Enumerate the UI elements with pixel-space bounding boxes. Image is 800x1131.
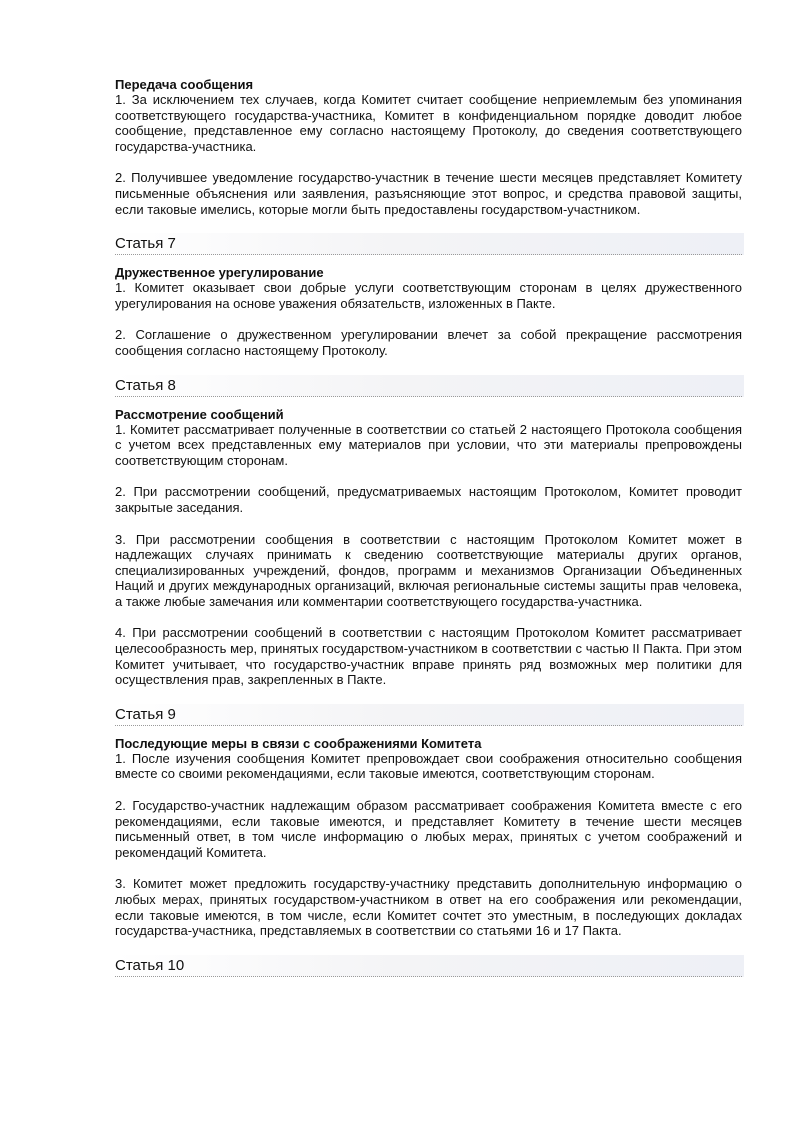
article-heading-background xyxy=(115,375,744,397)
article-heading-background xyxy=(115,955,744,977)
paragraph: 3. Комитет может предложить государству-участнику представить дополнительную информацию о любых мерах, принятых государством-участником в ответ на его соображения или рекомендации, если таковые имеются, в том числе, если Комитет сочтет это уместным, в последующих докладах государства-участника, представляемых в соответствии со статьями 16 и 17 Пакта. xyxy=(115,876,742,939)
paragraph: 2. Получившее уведомление государство-участник в течение шести месяцев представляет Комитету письменные объяснения или заявления, разъясняющие этот вопрос, и средства правовой защиты, если таковые имелись, которые могли быть предоставлены государством-участником. xyxy=(115,170,742,217)
section-title: Дружественное урегулирование xyxy=(115,265,324,281)
document-page xyxy=(115,77,742,987)
article-heading-background xyxy=(115,704,744,726)
dotted-divider xyxy=(115,396,742,397)
dotted-divider xyxy=(115,976,742,977)
paragraph: 4. При рассмотрении сообщений в соответствии с настоящим Протоколом Комитет рассматривает целесообразность мер, принятых государством-участником в соответствии с частью II Пакта. При этом Комитет учитывает, что государство-участник вправе принять ряд возможных мер политики для осуществления прав, закрепленных в Пакте. xyxy=(115,625,742,688)
paragraph: 1. За исключением тех случаев, когда Комитет считает сообщение неприемлемым без упоминания соответствующего государства-участника, Комитет в конфиденциальном порядке доводит любое сообщение, представленное ему согласно настоящему Протоколу, до сведения соответствующего государства-участника. xyxy=(115,92,742,154)
article-heading-10 xyxy=(115,955,742,983)
article-number: Статья 8 xyxy=(115,376,176,394)
article-heading-9 xyxy=(115,704,742,732)
paragraph: 1. После изучения сообщения Комитет препровождает свои соображения относительно сообщения вместе со своими рекомендациями, если таковые имеются, соответствующим сторонам. xyxy=(115,750,742,782)
paragraph: 3. При рассмотрении сообщения в соответствии с настоящим Протоколом Комитет может в надлежащих случаях принимать к сведению соответствующие материалы других органов, специализированных учреждений, фондов, программ и механизмов Организации Объединенных Наций и других международных организаций, включая региональные системы защиты прав человека, а также любые замечания или комментарии соответствующего государства-участника. xyxy=(115,531,742,609)
article-heading-8 xyxy=(115,375,742,403)
paragraph: 2. Государство-участник надлежащим образом рассматривает соображения Комитета вместе с его рекомендациями, если таковые имеются, и представляет Комитету в течение шести месяцев письменный ответ, в том числе информацию о любых мерах, принятых с учетом соображений и рекомендаций Комитета. xyxy=(115,798,742,860)
section-title: Рассмотрение сообщений xyxy=(115,406,284,422)
article-heading-background xyxy=(115,233,744,255)
section-friendly-settlement xyxy=(115,265,742,358)
article-number: Статья 10 xyxy=(115,956,185,974)
article-number: Статья 9 xyxy=(115,705,176,723)
section-title: Последующие меры в связи с соображениями Комитета xyxy=(115,735,482,751)
paragraph: 1. Комитет оказывает свои добрые услуги соответствующим сторонам в целях дружественного урегулирования на основе уважения обязательств, изложенных в Пакте. xyxy=(115,280,742,311)
section-transmission xyxy=(115,77,742,217)
section-title: Передача сообщения xyxy=(115,77,254,92)
dotted-divider xyxy=(115,725,742,726)
article-heading-7 xyxy=(115,233,742,261)
article-number: Статья 7 xyxy=(115,235,176,253)
dotted-divider xyxy=(115,254,742,255)
paragraph: 2. При рассмотрении сообщений, предусматриваемых настоящим Протоколом, Комитет проводит закрытые заседания. xyxy=(115,484,742,515)
section-follow-up xyxy=(115,736,742,939)
paragraph: 2. Соглашение о дружественном урегулировании влечет за собой прекращение рассмотрения сообщения согласно настоящему Протоколу. xyxy=(115,327,742,358)
paragraph: 1. Комитет рассматривает полученные в соответствии со статьей 2 настоящего Протокола сообщения с учетом всех представленных ему материалов при условии, что эти материалы препровождены соответствующим сторонам. xyxy=(115,421,742,468)
section-consideration xyxy=(115,407,742,688)
